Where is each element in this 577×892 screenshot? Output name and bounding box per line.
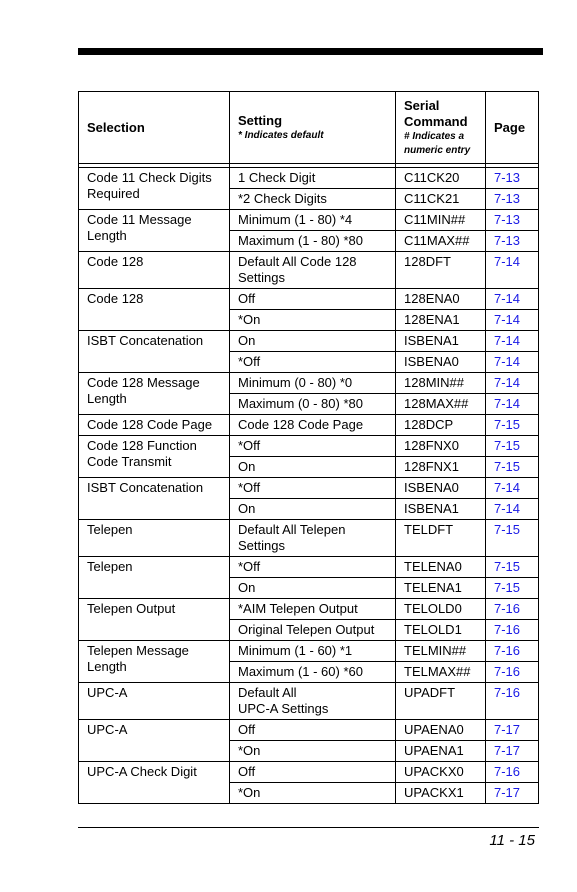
setting-cell: *On [230,741,396,762]
selection-cell: Code 128 Function Code Transmit [79,436,230,478]
selection-cell: Code 11 Message Length [79,210,230,252]
page-link[interactable]: 7-14 [486,331,539,352]
command-cell: C11MAX## [396,231,486,252]
page-link[interactable]: 7-17 [486,741,539,762]
table-row [79,720,539,741]
selection-cell: Code 11 Check Digits Required [79,168,230,210]
page-link[interactable]: 7-14 [486,252,539,289]
command-cell: TELENA0 [396,557,486,578]
table-row [79,331,539,352]
top-rule [78,48,543,55]
header-setting: Setting * Indicates default [230,92,396,164]
page-link[interactable]: 7-15 [486,557,539,578]
command-cell: C11MIN## [396,210,486,231]
page-link[interactable]: 7-14 [486,289,539,310]
selection-cell: UPC-A [79,683,230,720]
setting-cell: Maximum (1 - 80) *80 [230,231,396,252]
command-cell: 128ENA1 [396,310,486,331]
page-link[interactable]: 7-16 [486,662,539,683]
setting-cell: Off [230,720,396,741]
page-link[interactable]: 7-15 [486,415,539,436]
command-cell: ISBENA0 [396,478,486,499]
page-link[interactable]: 7-13 [486,189,539,210]
table-row [79,683,539,720]
header-page: Page [486,92,539,164]
selection-cell: ISBT Concatenation [79,478,230,520]
page-link[interactable]: 7-13 [486,210,539,231]
table-row [79,415,539,436]
page-link[interactable]: 7-13 [486,168,539,189]
selection-cell: Telepen Output [79,599,230,641]
command-cell: UPAENA1 [396,741,486,762]
command-cell: TELOLD0 [396,599,486,620]
setting-cell: On [230,331,396,352]
selection-cell: Telepen [79,520,230,557]
selection-cell: UPC-A Check Digit [79,762,230,804]
setting-cell: Minimum (0 - 80) *0 [230,373,396,394]
page-link[interactable]: 7-16 [486,620,539,641]
page-link[interactable]: 7-13 [486,231,539,252]
table-row [79,436,539,457]
setting-cell: Code 128 Code Page [230,415,396,436]
command-cell: TELMIN## [396,641,486,662]
setting-cell: Default All Code 128 Settings [230,252,396,289]
command-cell: 128MIN## [396,373,486,394]
selection-cell: Telepen [79,557,230,599]
setting-cell: Off [230,762,396,783]
table-row [79,520,539,557]
setting-cell: On [230,457,396,478]
page-link[interactable]: 7-14 [486,499,539,520]
page-link[interactable]: 7-14 [486,352,539,373]
command-cell: TELMAX## [396,662,486,683]
table-row [79,210,539,231]
setting-cell: Default All UPC-A Settings [230,683,396,720]
header-setting-note: * Indicates default [238,129,324,141]
command-cell: TELDFT [396,520,486,557]
setting-cell: Minimum (1 - 60) *1 [230,641,396,662]
table-row [79,478,539,499]
setting-cell: *On [230,783,396,804]
setting-cell: On [230,499,396,520]
setting-cell: *Off [230,478,396,499]
setting-cell: Original Telepen Output [230,620,396,641]
command-cell: UPACKX0 [396,762,486,783]
table-row [79,252,539,289]
setting-cell: *Off [230,436,396,457]
command-cell: UPADFT [396,683,486,720]
page-link[interactable]: 7-15 [486,436,539,457]
command-table [78,91,539,804]
page-link[interactable]: 7-16 [486,641,539,662]
setting-cell: *Off [230,352,396,373]
command-cell: TELOLD1 [396,620,486,641]
command-cell: 128MAX## [396,394,486,415]
setting-cell: *Off [230,557,396,578]
command-cell: 128ENA0 [396,289,486,310]
selection-cell: ISBT Concatenation [79,331,230,373]
table-row [79,599,539,620]
command-cell: C11CK20 [396,168,486,189]
command-cell: TELENA1 [396,578,486,599]
page-link[interactable]: 7-14 [486,478,539,499]
table-row [79,168,539,189]
setting-cell: Minimum (1 - 80) *4 [230,210,396,231]
page-link[interactable]: 7-16 [486,762,539,783]
selection-cell: Code 128 [79,289,230,331]
setting-cell: *AIM Telepen Output [230,599,396,620]
page-link[interactable]: 7-14 [486,394,539,415]
command-cell: 128FNX0 [396,436,486,457]
command-cell: 128DCP [396,415,486,436]
page-link[interactable]: 7-15 [486,520,539,557]
selection-cell: Code 128 Message Length [79,373,230,415]
setting-cell: Default All Telepen Settings [230,520,396,557]
page-number: 11 - 15 [489,832,535,849]
header-selection: Selection [79,92,230,164]
setting-cell: *On [230,310,396,331]
selection-cell: UPC-A [79,720,230,762]
header-row [79,92,539,164]
page-link[interactable]: 7-16 [486,683,539,720]
page-link[interactable]: 7-16 [486,599,539,620]
command-cell: ISBENA1 [396,499,486,520]
table-row [79,557,539,578]
command-cell: UPACKX1 [396,783,486,804]
setting-cell: On [230,578,396,599]
page-link[interactable]: 7-14 [486,310,539,331]
page-link[interactable]: 7-17 [486,720,539,741]
command-cell: ISBENA0 [396,352,486,373]
header-command-note: # Indicates a numeric entry [404,130,471,156]
header-command: Serial Command # Indicates a numeric entry [396,92,486,164]
table-row [79,641,539,662]
setting-cell: Off [230,289,396,310]
selection-cell: Telepen Message Length [79,641,230,683]
selection-cell: Code 128 [79,252,230,289]
page-link[interactable]: 7-15 [486,457,539,478]
command-cell: 128DFT [396,252,486,289]
command-cell: C11CK21 [396,189,486,210]
bottom-rule [78,827,539,828]
setting-cell: Maximum (1 - 60) *60 [230,662,396,683]
table-body [79,168,539,804]
page-link[interactable]: 7-15 [486,578,539,599]
command-cell: UPAENA0 [396,720,486,741]
table-row [79,289,539,310]
command-cell: ISBENA1 [396,331,486,352]
setting-cell: 1 Check Digit [230,168,396,189]
setting-cell: *2 Check Digits [230,189,396,210]
table-row [79,762,539,783]
selection-cell: Code 128 Code Page [79,415,230,436]
table-row [79,373,539,394]
setting-cell: Maximum (0 - 80) *80 [230,394,396,415]
command-cell: 128FNX1 [396,457,486,478]
page-link[interactable]: 7-14 [486,373,539,394]
page-link[interactable]: 7-17 [486,783,539,804]
